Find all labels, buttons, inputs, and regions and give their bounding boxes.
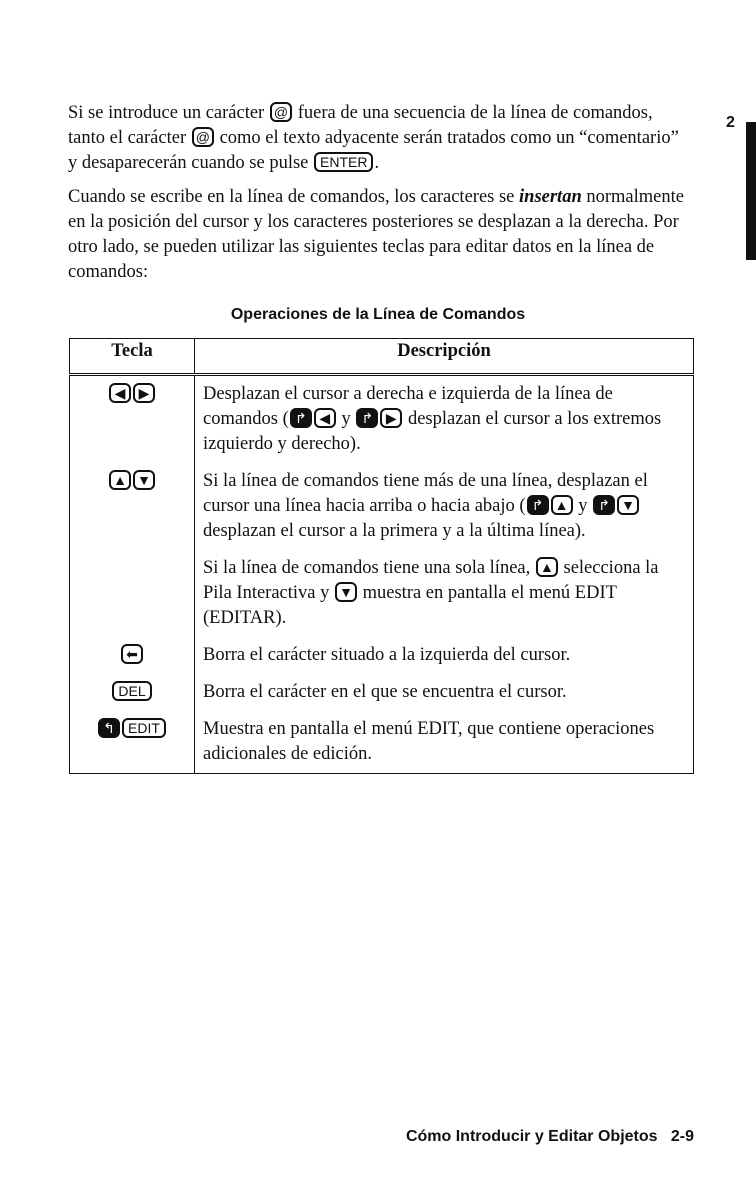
- description-cell: Muestra en pantalla el menú EDIT, que contiene operaciones adicionales de edición.: [195, 711, 694, 774]
- table-row-edit: [70, 711, 694, 774]
- paragraph-comment-character: Si se introduce un carácter @ fuera de una secuencia de la línea de comandos, tanto el carácter @ como el texto adyacente serán tratados como un “comentario” y desaparecerán cuando se pulse ENTER .: [68, 103, 679, 173]
- description-cell: Desplazan el cursor a derecha e izquierda de la línea de comandos ( ↱ ◀ y ↱ ▶ desplazan el cursor a los extremos izquierdo y derecho).: [195, 375, 694, 464]
- right-shift-key: ↱: [356, 408, 378, 428]
- description-paragraph: Si la línea de comandos tiene más de una línea, desplazan el cursor una línea hacia arriba o hacia abajo ( ↱ ▲ y ↱ ▼ desplazan el cursor a la primera y a la última línea).: [203, 471, 648, 541]
- right-shift-key: ↱: [527, 495, 549, 515]
- del-key: DEL: [112, 681, 151, 701]
- table-row-up-down: [70, 463, 694, 637]
- at-sign-key: @: [192, 127, 214, 147]
- command-line-operations-table: [69, 338, 694, 774]
- footer-page-number: 2-9: [670, 1128, 694, 1145]
- left-arrow-key: ◀: [314, 408, 336, 428]
- up-arrow-key: ▲: [551, 495, 573, 515]
- up-arrow-key: ▲: [536, 557, 558, 577]
- key-cell: [70, 375, 195, 464]
- description-cell: Borra el carácter en el que se encuentra el cursor.: [195, 674, 694, 711]
- key-cell: [70, 637, 195, 674]
- table-header-row: [70, 339, 694, 375]
- page-footer: [406, 1128, 694, 1146]
- left-arrow-key: ◀: [109, 383, 131, 403]
- up-arrow-key: ▲: [109, 470, 131, 490]
- chapter-number: 2: [726, 114, 735, 131]
- description-paragraph: Si la línea de comandos tiene una sola línea, ▲ selecciona la Pila Interactiva y ▼ muestra en pantalla el menú EDIT (EDITAR).: [203, 558, 659, 628]
- down-arrow-key: ▼: [335, 582, 357, 602]
- column-header-key: Tecla: [70, 339, 195, 375]
- key-cell: [70, 674, 195, 711]
- description-cell: [195, 463, 694, 637]
- left-shift-key: ↰: [98, 718, 120, 738]
- right-shift-key: ↱: [290, 408, 312, 428]
- key-cell: [70, 463, 195, 637]
- at-sign-key: @: [270, 102, 292, 122]
- table-row-del: [70, 674, 694, 711]
- right-arrow-key: ▶: [380, 408, 402, 428]
- table-row-left-right: [70, 375, 694, 464]
- column-header-description: Descripción: [195, 339, 694, 375]
- emphasis-insertan: insertan: [519, 187, 582, 207]
- backspace-key: ⬅: [121, 644, 143, 664]
- description-cell: Borra el carácter situado a la izquierda del cursor.: [195, 637, 694, 674]
- paragraph-insert-mode: Cuando se escribe en la línea de comandos, los caracteres se insertan normalmente en la posición del cursor y los caracteres posteriores se desplazan a la derecha. Por otro lado, se pueden utilizar las siguientes teclas para editar datos en la línea de comandos:: [68, 187, 684, 282]
- enter-key: ENTER: [314, 152, 373, 172]
- down-arrow-key: ▼: [617, 495, 639, 515]
- right-arrow-key: ▶: [133, 383, 155, 403]
- key-cell: [70, 711, 195, 774]
- table-row-backspace: [70, 637, 694, 674]
- down-arrow-key: ▼: [133, 470, 155, 490]
- footer-chapter-title: Cómo Introducir y Editar Objetos: [405, 1128, 658, 1145]
- table-title: Operaciones de la Línea de Comandos: [230, 306, 526, 323]
- edit-key: EDIT: [122, 718, 166, 738]
- right-shift-key: ↱: [593, 495, 615, 515]
- chapter-tab-marker: [746, 122, 756, 260]
